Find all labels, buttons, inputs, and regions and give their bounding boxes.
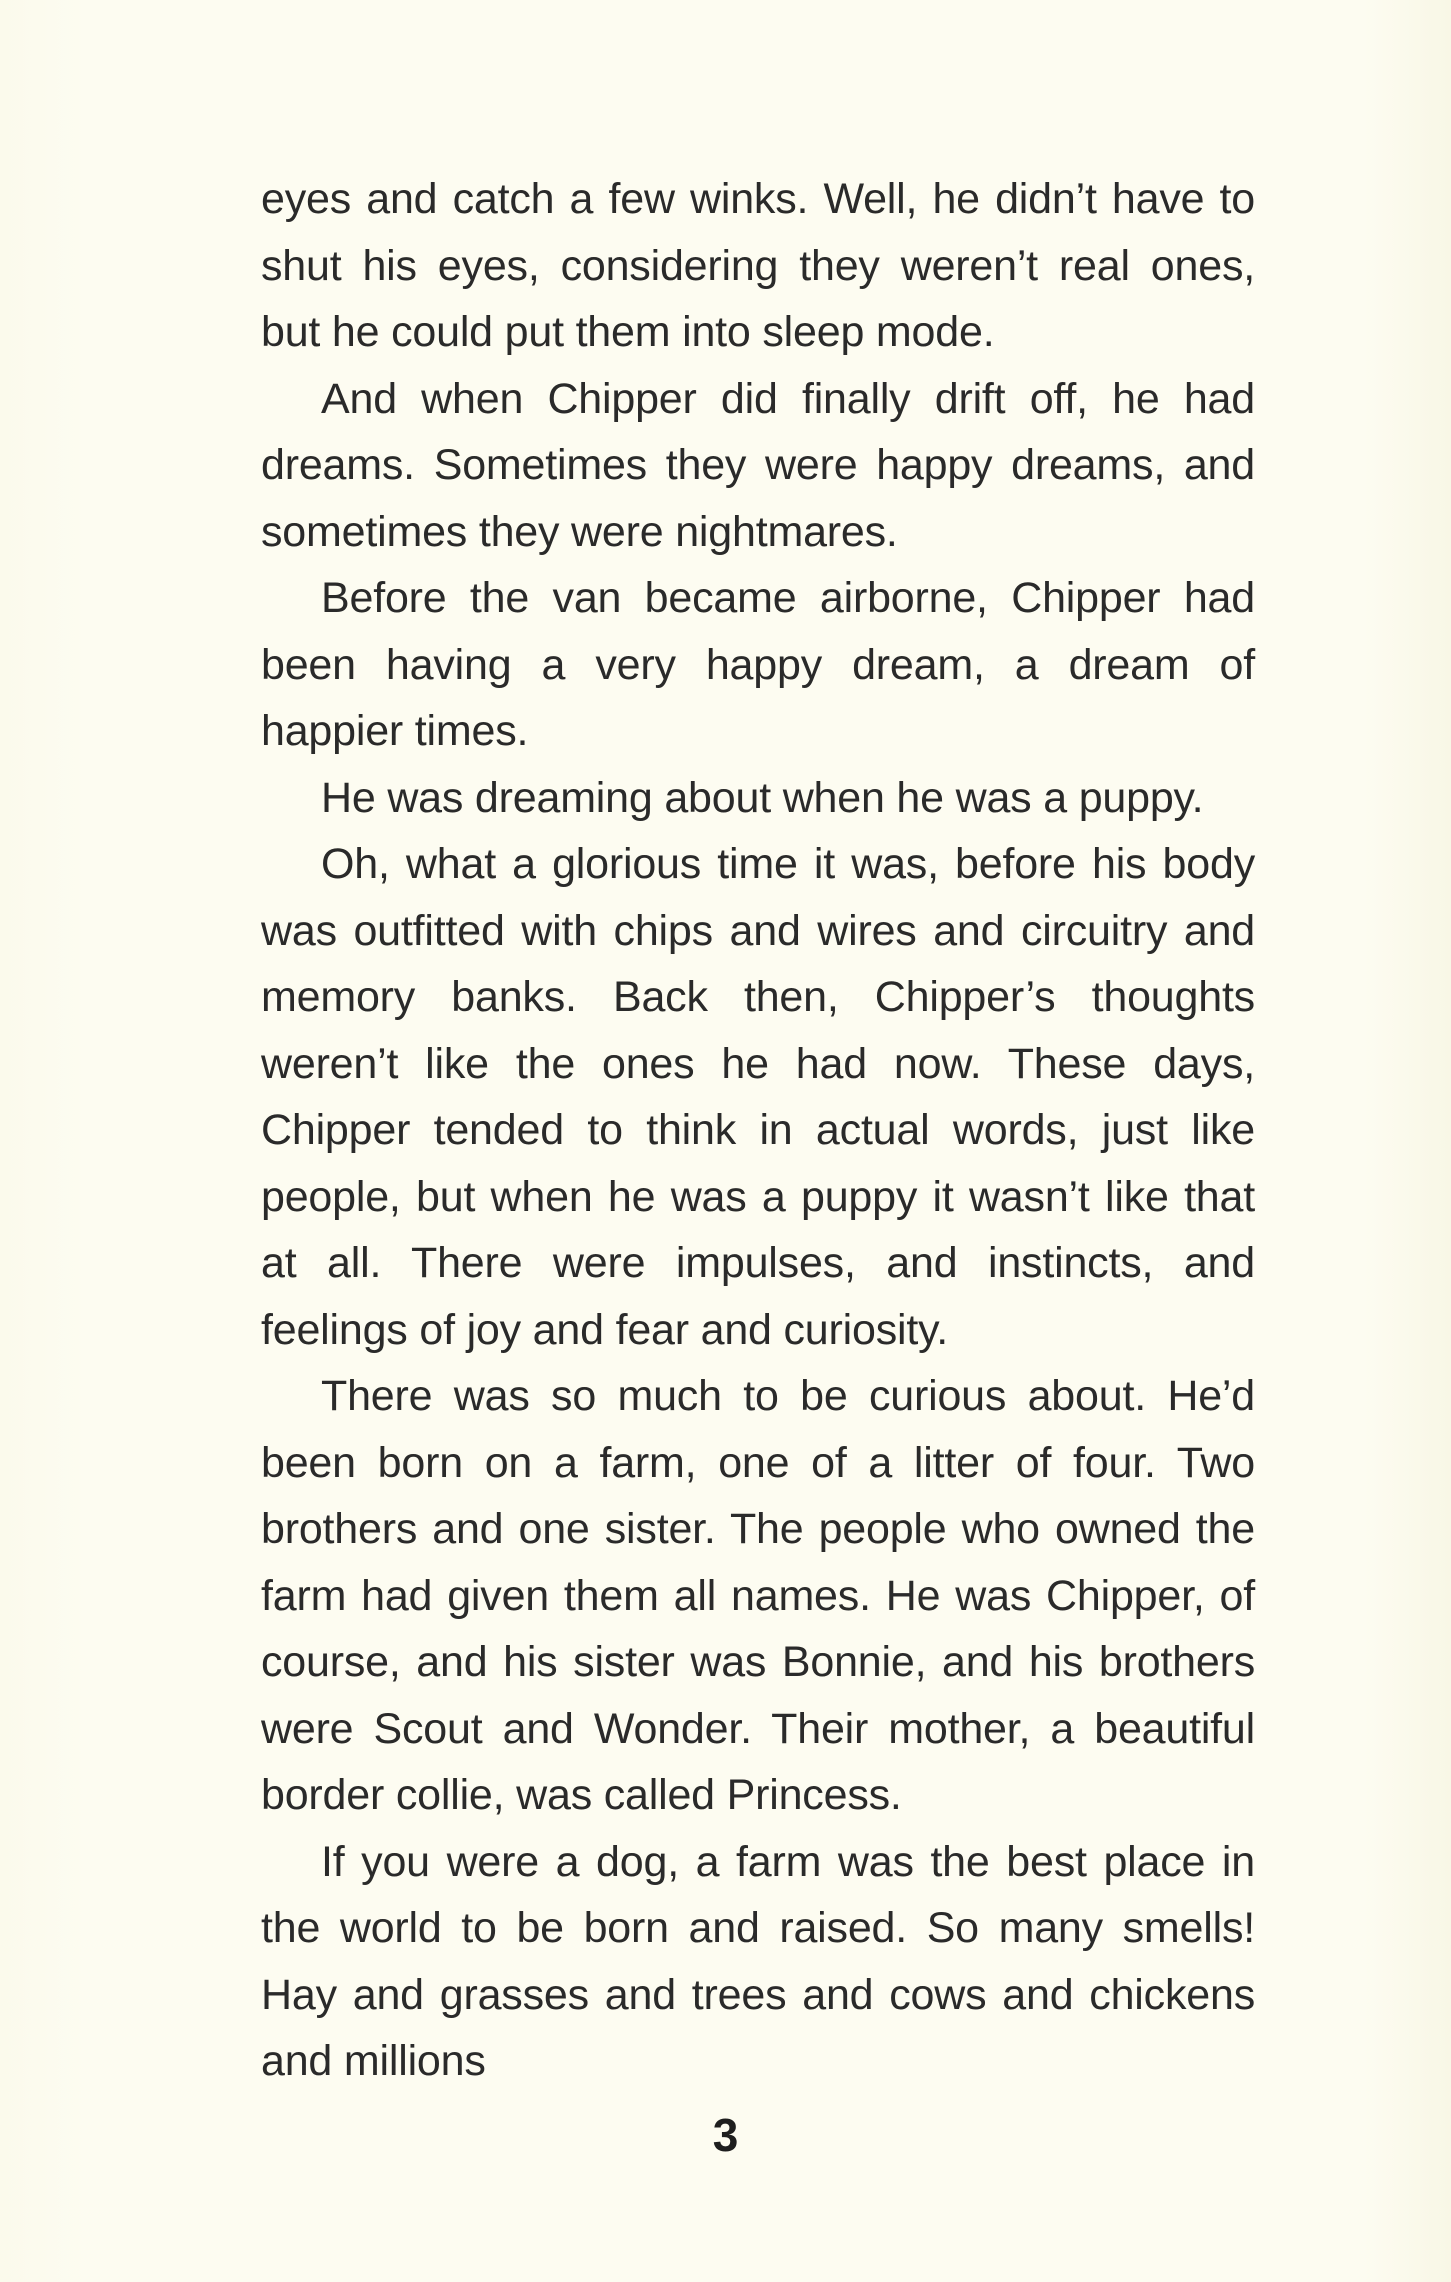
paragraph: There was so much to be curious about. He’d been born on a farm, one of a litter of four. Two brothers and one sister. The people who owned the farm had given them all names. He was Chipper, of course, and his sister was Bonnie, and his brothers were Scout and Wonder. Their mother, a beautiful border collie, was called Princess. xyxy=(261,1372,1255,1819)
paragraph: And when Chipper did finally drift off, he had dreams. Sometimes they were happy dreams, and sometimes they were nightmares. xyxy=(261,374,1255,556)
body-text xyxy=(261,166,1255,2095)
paragraph: Before the van became airborne, Chipper had been having a very happy dream, a dream of happier times. xyxy=(261,574,1255,755)
page-number: 3 xyxy=(712,2109,739,2161)
paragraph: If you were a dog, a farm was the best place in the world to be born and raised. So many smells! Hay and grasses and trees and cows and chickens and millions xyxy=(261,1837,1255,2085)
paragraph-continued: eyes and catch a few winks. Well, he didn’t have to shut his eyes, considering they weren’t real ones, but he could put them into sleep mode. xyxy=(261,175,1255,356)
paragraph: He was dreaming about when he was a puppy. xyxy=(321,773,1204,822)
paragraph: Oh, what a glorious time it was, before his body was outfitted with chips and wires and circuitry and memory banks. Back then, Chipper’s thoughts weren’t like the ones he had now. These days, Chipper tended to think in actual words, just like people, but when he was a puppy it wasn’t like that at all. There were impulses, and instincts, and feelings of joy and fear and curiosity. xyxy=(261,840,1255,1354)
